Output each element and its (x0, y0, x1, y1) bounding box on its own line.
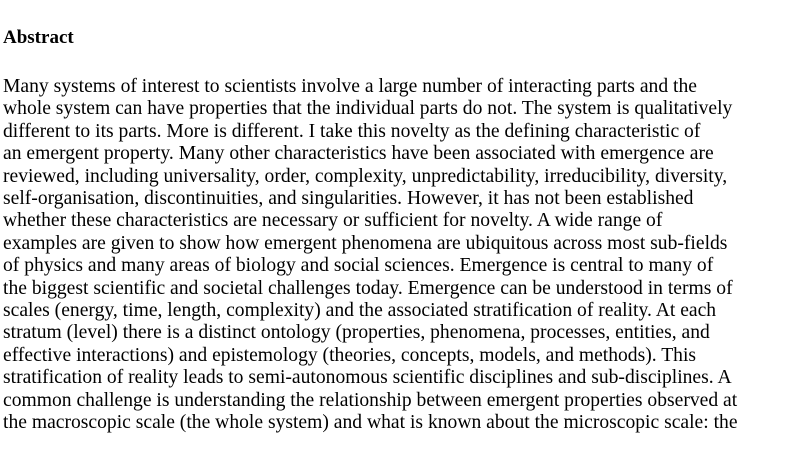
abstract-line: effective interactions) and epistemology (theories, concepts, models, and methods). This (3, 344, 697, 366)
abstract-line: scales (energy, time, length, complexity) and the associated stratification of reality. At each (3, 300, 717, 322)
abstract-line: an emergent property. Many other characteristics have been associated with emergence are (3, 143, 714, 165)
abstract-line: common challenge is understanding the relationship between emergent properties observed at (3, 389, 738, 411)
abstract-line: self-organisation, discontinuities, and singularities. However, it has not been established (3, 188, 694, 210)
abstract-line: examples are given to show how emergent phenomena are ubiquitous across most sub-fields (3, 232, 728, 254)
abstract-line: whether these characteristics are necessary or sufficient for novelty. A wide range of (3, 210, 663, 232)
abstract-line: of physics and many areas of biology and social sciences. Emergence is central to many of (3, 255, 714, 277)
abstract-line: the macroscopic scale (the whole system) and what is known about the microscopic scale: the (3, 412, 738, 434)
abstract-heading: Abstract (3, 27, 74, 48)
abstract-line: stratification of reality leads to semi-autonomous scientific disciplines and sub-disciplines. A (3, 367, 732, 389)
abstract-line: different to its parts. More is different. I take this novelty as the defining characteristic of (3, 120, 701, 142)
abstract-line: whole system can have properties that the individual parts do not. The system is qualitatively (3, 98, 733, 120)
abstract-line: Many systems of interest to scientists involve a large number of interacting parts and the (3, 76, 697, 97)
abstract-line: reviewed, including universality, order, complexity, unpredictability, irreducibility, diversity, (3, 165, 728, 187)
abstract-line: the biggest scientific and societal challenges today. Emergence can be understood in terms of (3, 277, 733, 299)
abstract-body (3, 76, 800, 435)
abstract-line: stratum (level) there is a distinct ontology (properties, phenomena, processes, entities, and (3, 322, 710, 344)
